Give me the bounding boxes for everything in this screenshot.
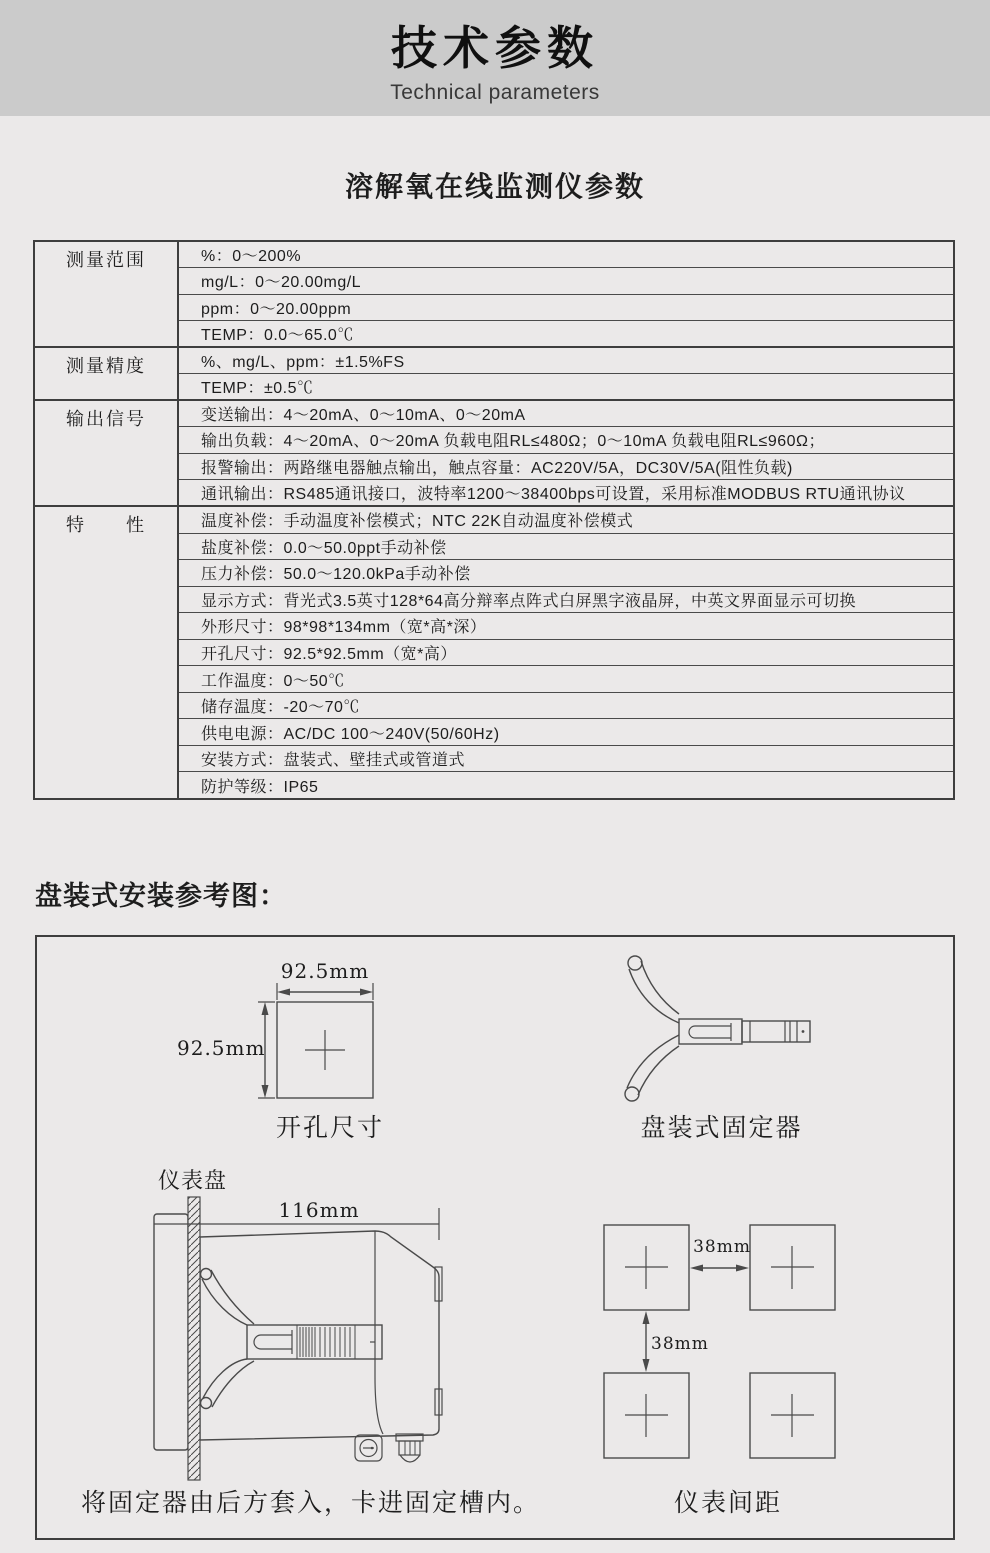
spec-row: 外形尺寸：98*98*134mm（宽*高*深） <box>179 613 953 640</box>
row-group-label: 输出信号 <box>35 401 179 505</box>
spec-row: 温度补偿：手动温度补偿模式；NTC 22K自动温度补偿模式 <box>179 507 953 534</box>
spec-row: 供电电源：AC/DC 100～240V(50/60Hz) <box>179 719 953 746</box>
panel-label: 仪表盘 <box>158 1168 228 1193</box>
row-group-label: 测量范围 <box>35 242 179 346</box>
spec-row: 储存温度：-20～70℃ <box>179 693 953 720</box>
spec-row: 开孔尺寸：92.5*92.5mm（宽*高） <box>179 640 953 667</box>
table-group-features <box>35 507 953 798</box>
diagram-heading: 盘装式安装参考图： <box>35 881 287 911</box>
horizontal-gap-dimension: 38mm <box>693 1237 751 1257</box>
spec-row: 压力补偿：50.0～120.0kPa手动补偿 <box>179 560 953 587</box>
cutout-drawing <box>258 983 373 1098</box>
spec-row: 工作温度：0～50℃ <box>179 666 953 693</box>
spec-row: 盐度补偿：0.0～50.0ppt手动补偿 <box>179 534 953 561</box>
table-group-output-signal <box>35 401 953 507</box>
spec-row: TEMP：0.0～65.0℃ <box>201 326 354 344</box>
page-title: 技术参数 <box>391 22 599 74</box>
cutout-height-dimension: 92.5mm <box>177 1036 266 1060</box>
section-title: 溶解氧在线监测仪参数 <box>344 171 645 202</box>
side-view-drawing <box>154 1197 442 1480</box>
depth-dimension: 116mm <box>278 1198 360 1222</box>
page-header <box>0 0 990 116</box>
table-group-accuracy <box>35 348 953 401</box>
diagram-box <box>35 935 955 1540</box>
spacing-caption: 仪表间距 <box>673 1489 782 1517</box>
spacing-drawing <box>604 1225 835 1458</box>
spec-row: 变送输出：4～20mA、0～10mA、0～20mA <box>179 401 953 427</box>
row-group-label: 测量精度 <box>35 348 179 399</box>
spec-row: 显示方式：背光式3.5英寸128*64高分辩率点阵式白屏黑字液晶屏，中英文界面显示可切换 <box>179 587 953 614</box>
spec-row: %、mg/L、ppm：±1.5%FS <box>179 348 953 374</box>
spec-row: 安装方式：盘装式、壁挂式或管道式 <box>179 746 953 773</box>
row-group-label: 特 性 <box>35 507 179 798</box>
page-subtitle: Technical parameters <box>390 81 600 104</box>
spec-row: 防护等级：IP65 <box>201 778 319 796</box>
cutout-width-dimension: 92.5mm <box>280 959 370 983</box>
spec-row: 输出负载：4～20mA、0～20mA 负载电阻RL≤480Ω；0～10mA 负载电阻RL≤960Ω； <box>179 427 953 453</box>
side-view-caption: 将固定器由后方套入，卡进固定槽内。 <box>81 1489 541 1517</box>
spec-row: mg/L：0～20.00mg/L <box>179 268 953 294</box>
vertical-gap-dimension: 38mm <box>651 1334 709 1354</box>
fixer-caption: 盘装式固定器 <box>640 1114 803 1142</box>
spec-row: 报警输出：两路继电器触点输出，触点容量：AC220V/5A，DC30V/5A(阻性负载) <box>179 454 953 480</box>
table-group-measure-range <box>35 242 953 348</box>
fixer-drawing <box>625 956 810 1101</box>
cutout-caption: 开孔尺寸 <box>275 1114 384 1142</box>
spec-row: TEMP：±0.5℃ <box>201 380 314 397</box>
spec-table <box>33 240 955 800</box>
spec-row: %：0～200% <box>179 242 953 268</box>
spec-row: 通讯输出：RS485通讯接口，波特率1200～38400bps可设置，采用标准MODBUS RTU通讯协议 <box>201 485 906 503</box>
installation-diagram <box>37 937 953 1538</box>
spec-row: ppm：0～20.00ppm <box>179 295 953 321</box>
